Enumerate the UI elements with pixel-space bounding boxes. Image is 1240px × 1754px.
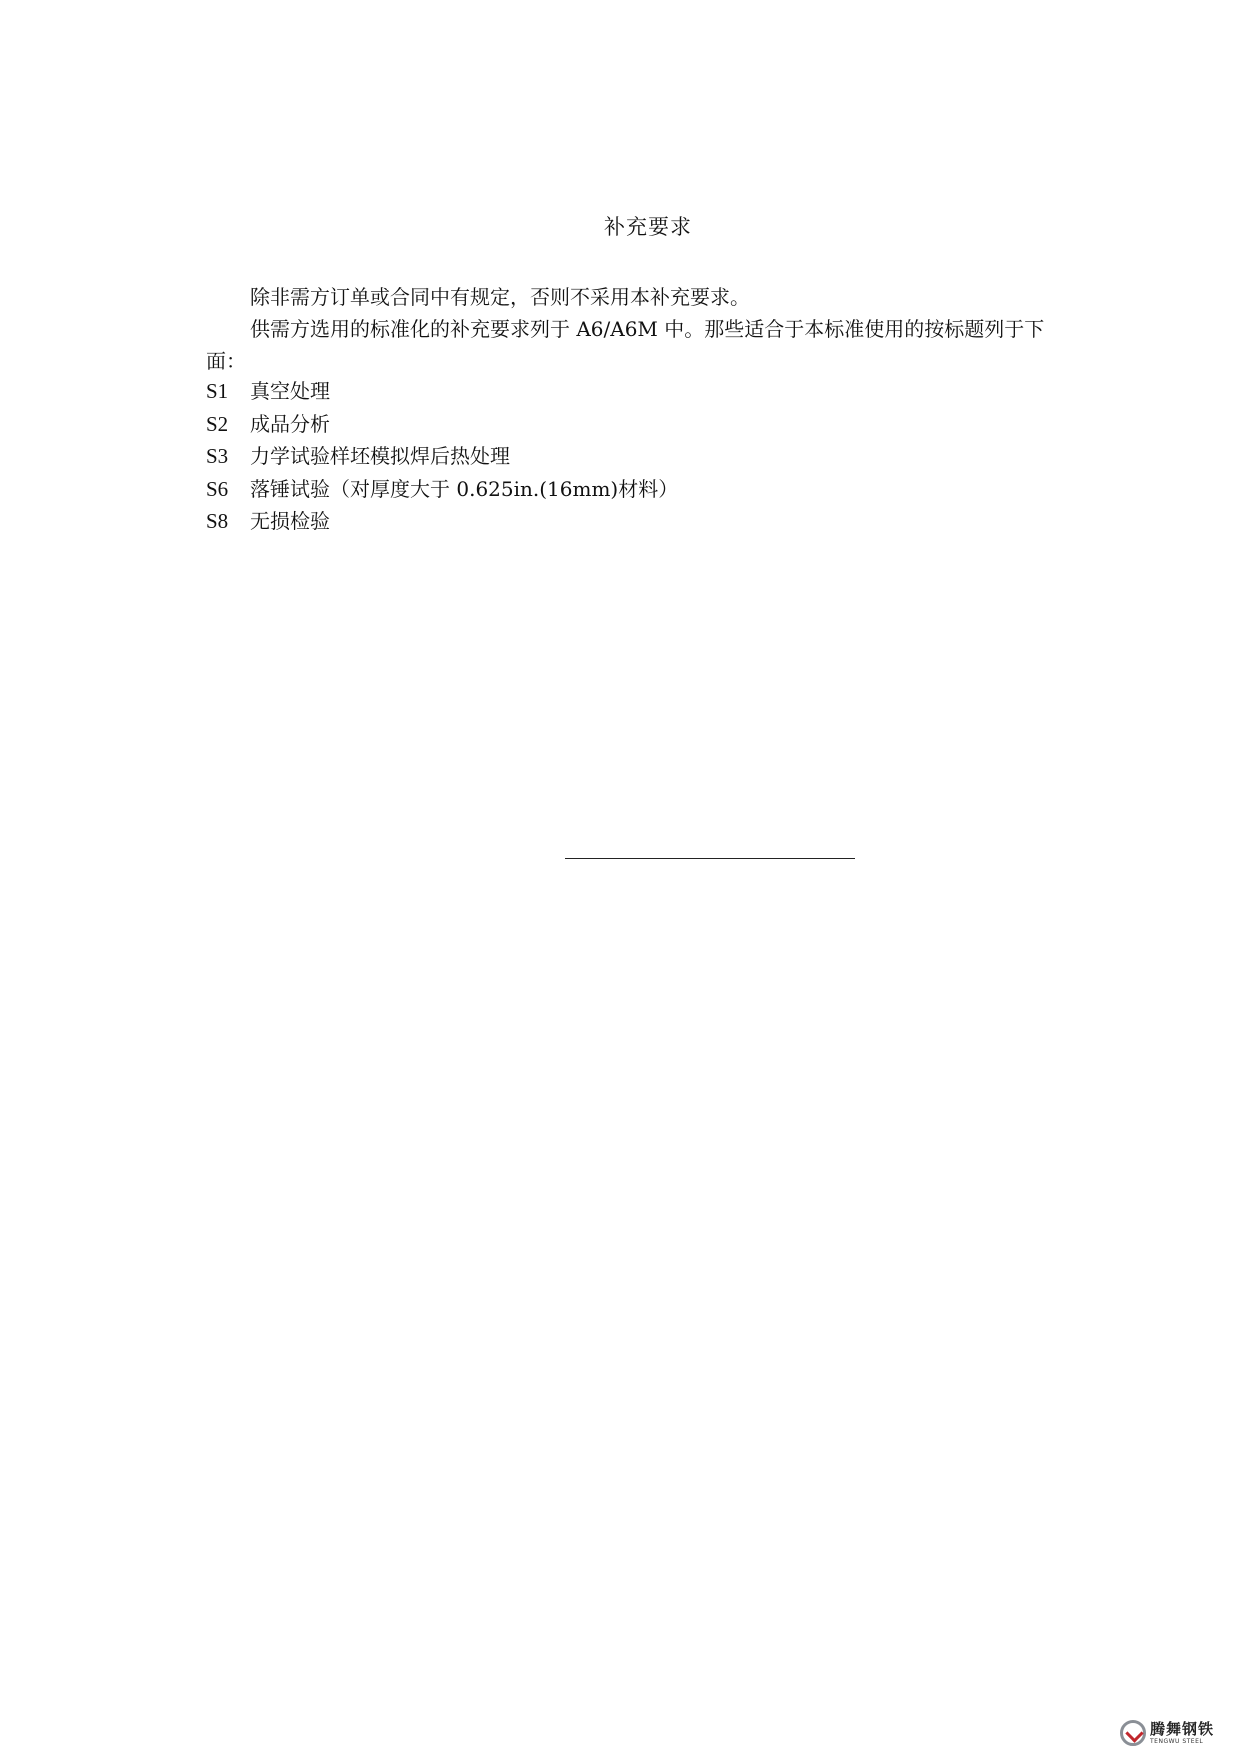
end-divider-rule: [565, 858, 855, 859]
requirement-label: 力学试验样坯模拟焊后热处理: [250, 444, 510, 468]
requirement-code: S6: [206, 476, 229, 501]
section-title: 补充要求: [604, 215, 692, 239]
list-item: [206, 473, 678, 506]
requirement-code: S3: [206, 444, 229, 468]
logo-name-cn: 腾舞钢铁: [1150, 1719, 1215, 1738]
logo-name-en: TENGWU STEEL: [1150, 1737, 1204, 1745]
paragraph-intro: 除非需方订单或合同中有规定，否则不采用本补充要求。: [250, 285, 750, 309]
requirement-label: 成品分析: [250, 411, 330, 436]
list-item: [206, 375, 678, 408]
requirement-label: 真空处理: [250, 379, 330, 403]
supplementary-requirements-list: [206, 375, 678, 538]
requirement-label: 落锤试验（对厚度大于 0.625in.(16mm)材料）: [250, 476, 679, 501]
list-item: [206, 408, 678, 441]
list-item: [206, 505, 678, 538]
logo-text: [1150, 1719, 1215, 1745]
requirement-code: S1: [206, 379, 229, 403]
requirement-label: 无损检验: [250, 509, 330, 533]
logo-mark-icon: [1120, 1720, 1146, 1746]
company-logo: [1120, 1718, 1232, 1748]
paragraph-standard-reference-continued: 面：: [206, 349, 246, 373]
paragraph-standard-reference: 供需方选用的标准化的补充要求列于 A6/A6M 中。那些适合于本标准使用的按标题列于下: [250, 317, 1045, 341]
requirement-code: S2: [206, 411, 229, 436]
list-item: [206, 440, 678, 473]
requirement-code: S8: [206, 509, 229, 533]
